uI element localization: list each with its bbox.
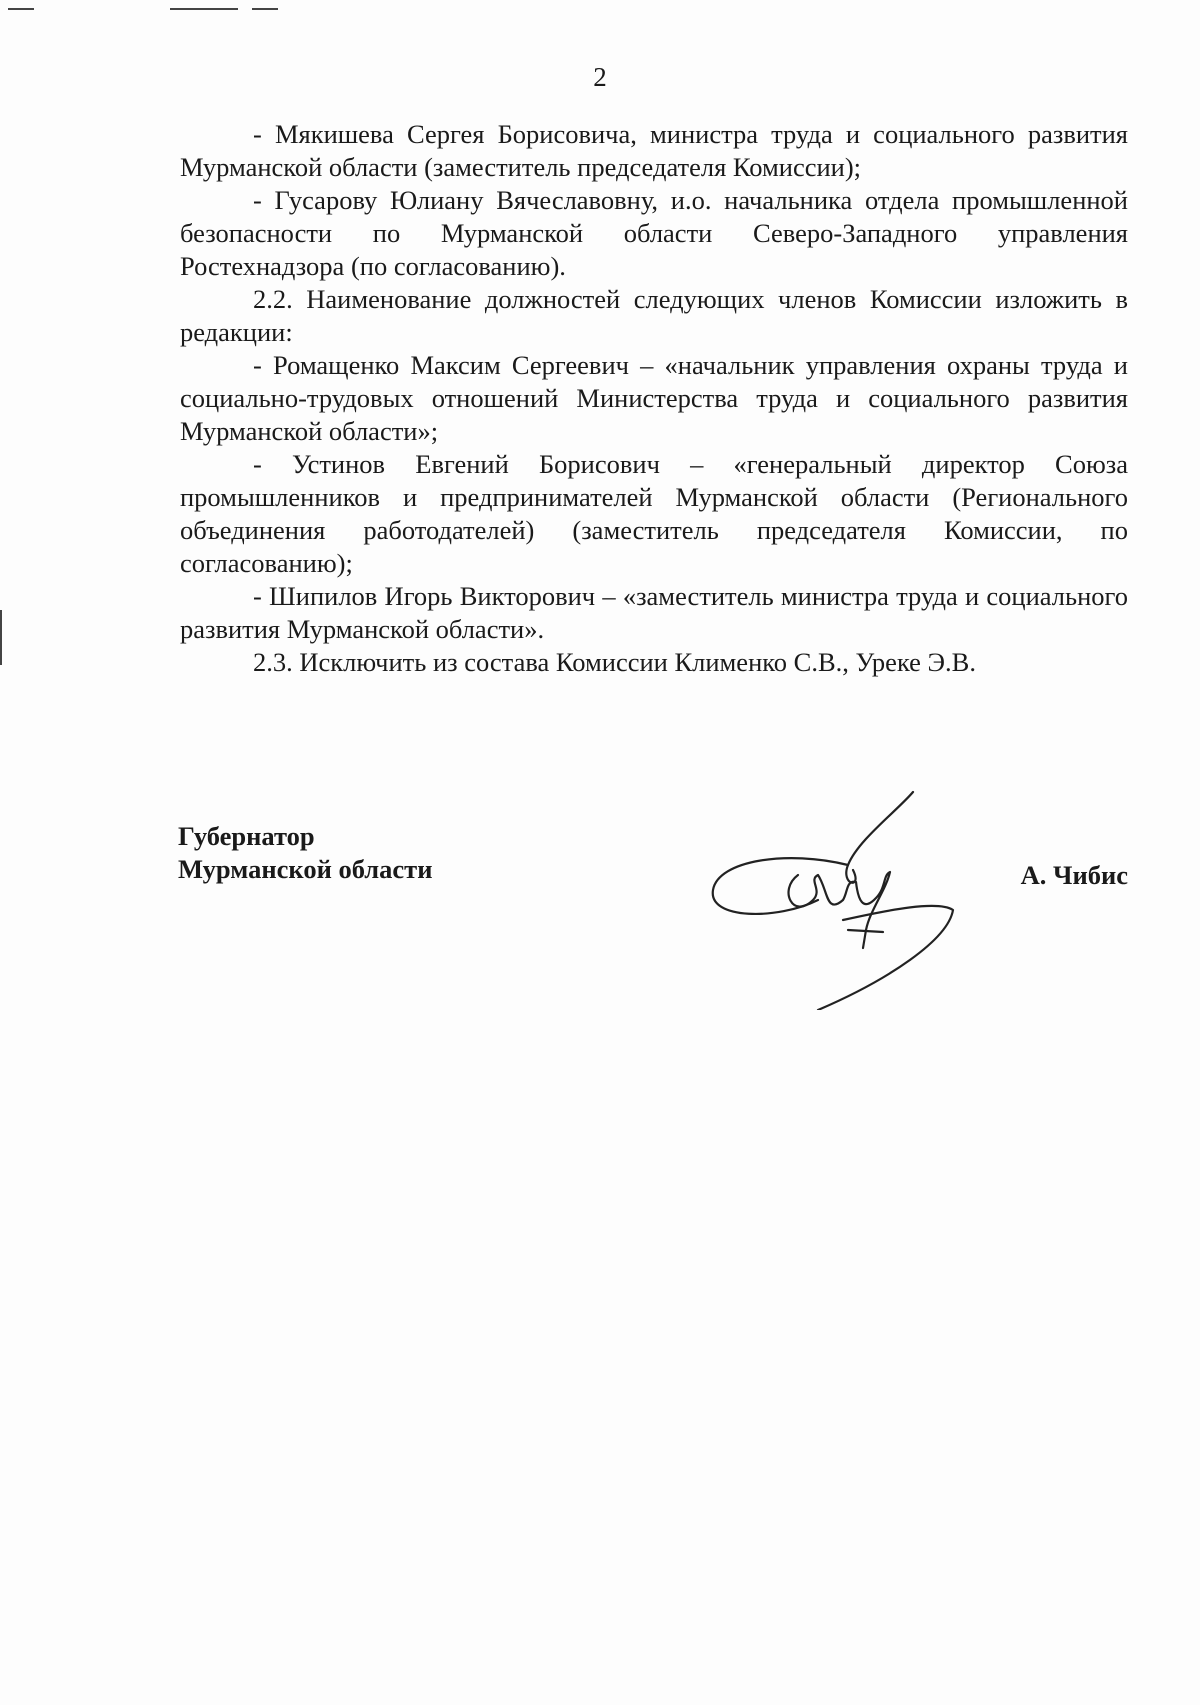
signer-name: А. Чибис [1020,860,1128,890]
signatory-title [178,820,432,886]
signatory-title-line1: Губернатор [178,821,315,851]
paragraph-gusarova: - Гусарову Юлиану Вячеславовну, и.о. начальника отдела промышленной безопасности по Мурманской области Северо-Западного управления Ростехнадзора (по согласованию). [180,185,1128,281]
paragraph-ustinov: - Устинов Евгений Борисович – «генеральный директор Союза промышленников и предпринимателей Мурманской области (Регионального объединения работодателей) (заместитель председателя Комиссии, по согласованию); [180,449,1128,578]
page-number: 2 [593,62,607,92]
paragraph-romashchenko: - Ромащенко Максим Сергеевич – «начальник управления охраны труда и социально-трудовых отношений Министерства труда и социального развития Мурманской области»; [180,350,1128,446]
signatory-title-line2: Мурманской области [178,854,433,884]
paragraph-myakishev: - Мякишева Сергея Борисовича, министра труда и социального развития Мурманской области (заместитель председателя Комиссии); [180,119,1128,182]
paragraph-shipilov: - Шипилов Игорь Викторович – «заместитель министра труда и социального развития Мурманской области». [180,581,1128,644]
scan-artifact-top-mid2 [252,8,278,10]
paragraph-2-3: 2.3. Исключить из состава Комиссии Клименко С.В., Уреке Э.В. [253,647,976,677]
paragraph-2-2: 2.2. Наименование должностей следующих членов Комиссии изложить в редакции: [180,284,1128,347]
signature-block [178,820,1128,1030]
document-body [180,118,1128,679]
scan-artifact-top-left [8,8,34,10]
scan-artifact-left-edge [0,610,2,665]
scan-artifact-top-mid [170,8,238,10]
handwritten-signature [698,780,958,1010]
